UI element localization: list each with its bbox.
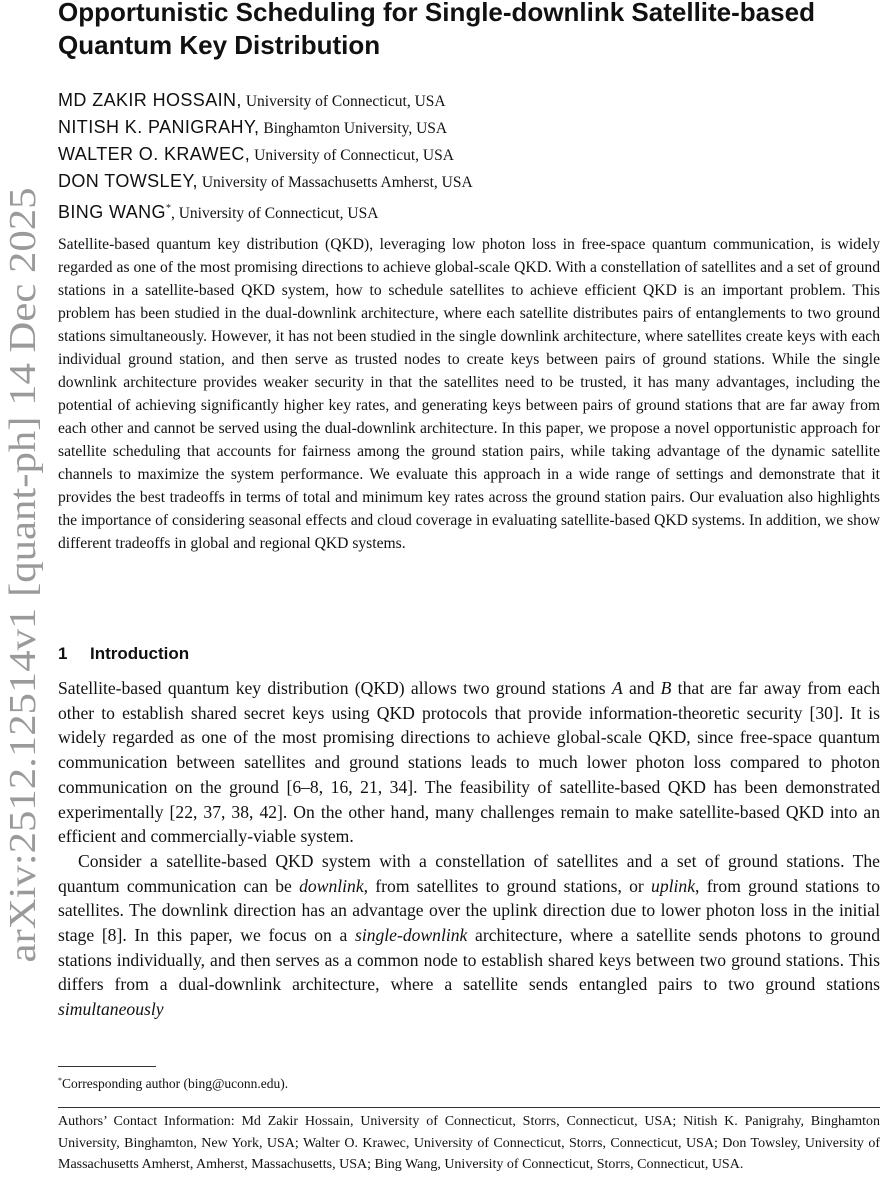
paper-title — [58, 0, 878, 62]
text-run: , from ground stations to satellites. The downlink direction has an advantage over the uplink direction due to lower photon loss in the initial stage [8]. In this paper, we focus on a — [58, 875, 880, 946]
corresponding-author-mark: * — [165, 203, 171, 214]
emphasis: single-downlink — [354, 925, 468, 946]
emphasis: downlink — [299, 875, 364, 896]
math-variable: A — [611, 678, 623, 698]
author-affiliation: University of Massachusetts Amherst, USA — [201, 174, 473, 191]
text-run: architecture, where a satellite sends photons to ground stations individually, and then serves as a common node to establish shared keys between two ground stations. This differs from a dual-downlink architecture, where a satellite sends entangled pairs to two ground stations — [58, 925, 881, 995]
section-title: Introduction — [90, 644, 190, 663]
section-heading — [58, 644, 189, 664]
abstract: Satellite-based quantum key distribution (QKD), leveraging low photon loss in free-space quantum communication, is widely regarded as one of the most promising directions to achieve global-scale QKD. With a constellation of satellites and a set of ground stations in a satellite-based QKD system, how to schedule satellites to achieve efficient QKD is an important problem. This problem has been studied in the dual-downlink architecture, where each satellite distributes pairs of entanglements to two ground stations simultaneously. However, it has not been studied in the single downlink architecture, where satellites create keys with each individual ground station, and then serve as trusted nodes to create keys between pairs of ground stations. While the single downlink architecture provides weaker security in that the satellites need to be trusted, it has many advantages, including the potential of achieving significantly higher key rates, and generating keys between pairs of ground stations that are far away from each other and cannot be served using the dual-downlink architecture. In this paper, we propose a novel opportunistic approach for satellite scheduling that accounts for fairness among the ground station pairs, while taking advantage of the dynamic satellite channels to maximize the system performance. We evaluate this approach in a wide range of settings and demonstrate that it provides the best tradeoffs in terms of total and minimum key rates across the ground station pairs. Our evaluation also highlights the importance of considering seasonal effects and cloud coverage in evaluating satellite-based QKD systems. In addition, we show different tradeoffs in global and regional QKD systems. — [58, 236, 880, 552]
author-name: DON TOWSLEY, — [58, 171, 198, 191]
author-list — [58, 87, 878, 222]
footnote-rule — [58, 1066, 156, 1067]
author-line — [58, 141, 878, 168]
title-line-2: Quantum Key Distribution — [58, 30, 381, 60]
footnote — [58, 1072, 880, 1093]
contact-information: Authors’ Contact Information: Md Zakir Hossain, University of Connecticut, Storrs, Connecticut, USA; Nitish K. Panigrahy, Binghamton University, Binghamton, New York, USA; Walter O. Krawec, University of Connecticut, Storrs, Connecticut, USA; Don Towsley, University of Massachusetts Amherst, Amherst, Massachusetts, USA; Bing Wang, University of Connecticut, Storrs, Connecticut, USA. — [58, 1114, 880, 1172]
title-line-1: Opportunistic Scheduling for Single-downlink Satellite-based — [58, 0, 815, 27]
math-variable: B — [660, 678, 672, 698]
text-run: and — [622, 678, 661, 698]
emphasis: simultaneously — [58, 999, 164, 1020]
text-run: Satellite-based quantum key distribution (QKD) allows two ground stations — [58, 678, 612, 698]
emphasis: uplink — [651, 875, 696, 896]
text-run: Consider a satellite-based QKD system with a constellation of satellites and a set of ground stations. The quantum communication can be — [58, 850, 880, 896]
arxiv-stamp — [0, 185, 46, 965]
author-line — [58, 168, 878, 195]
author-line — [58, 195, 878, 222]
author-affiliation: , University of Connecticut, USA — [170, 205, 379, 222]
author-affiliation: University of Connecticut, USA — [245, 93, 446, 110]
author-line — [58, 114, 878, 141]
paragraph — [58, 849, 880, 1022]
footnote-mark: * — [58, 1076, 62, 1085]
author-name: MD ZAKIR HOSSAIN, — [58, 90, 242, 110]
author-name: WALTER O. KRAWEC, — [58, 144, 251, 164]
author-affiliation: Binghamton University, USA — [263, 120, 448, 137]
introduction-body — [58, 676, 880, 1022]
footnote-text: Corresponding author (bing@uconn.edu). — [62, 1076, 289, 1091]
contact-rule — [58, 1107, 880, 1108]
text-run: , from satellites to ground stations, or — [363, 875, 652, 896]
text-run: that are far away from each other to establish shared secret keys using QKD protocols that provide information-theoretic security [30]. It is widely regarded as one of the most promising directions to achieve global-scale QKD, since free-space quantum communication between satellites and ground stations leads to much lower photon loss compared to photon communication on the ground [6–8, 16, 21, 34]. The feasibility of satellite-based QKD has been demonstrated experimentally [22, 37, 38, 42]. On the other hand, many challenges remain to make satellite-based QKD into an efficient and commercially-viable system. — [58, 678, 880, 847]
arxiv-identifier: arXiv:2512.12514v1 [quant-ph] 14 Dec 2025 — [2, 273, 44, 963]
author-line — [58, 87, 878, 114]
section-number: 1 — [58, 644, 68, 663]
author-affiliation: University of Connecticut, USA — [254, 147, 454, 164]
paragraph — [58, 676, 880, 849]
author-name: BING WANG — [58, 202, 166, 222]
author-name: NITISH K. PANIGRAHY, — [58, 117, 260, 137]
